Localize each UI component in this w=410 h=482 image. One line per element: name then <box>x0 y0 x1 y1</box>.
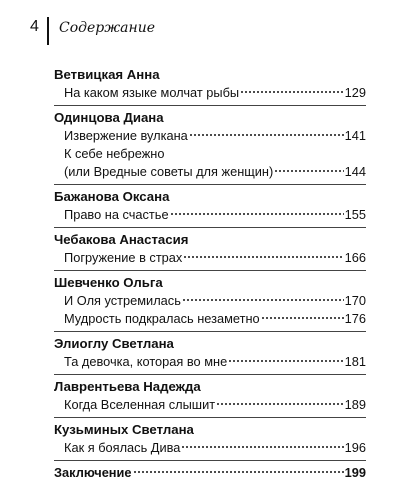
toc-entry-title: Извержение вулкана <box>64 128 188 143</box>
toc-entry[interactable] <box>54 206 366 224</box>
page-header <box>0 0 410 50</box>
toc-author: Лаврентьева Надежда <box>54 379 201 394</box>
toc-entry[interactable] <box>54 84 366 102</box>
toc-author: Кузьминых Светлана <box>54 422 194 437</box>
dot-leader <box>240 90 344 94</box>
toc-entry-title: Как я боялась Дива <box>64 440 181 455</box>
toc-entry[interactable] <box>54 396 366 414</box>
toc-entry-page: 176 <box>344 311 366 326</box>
section-divider <box>54 270 366 271</box>
dot-leader <box>170 212 344 216</box>
toc-entry[interactable] <box>54 310 366 328</box>
header-divider <box>47 17 49 45</box>
toc-entry-page: 144 <box>344 164 366 179</box>
section-divider <box>54 184 366 185</box>
toc-entry-title: Право на счастье <box>64 207 169 222</box>
dot-leader <box>261 316 344 320</box>
toc-entry-title: Та девочка, которая во мне <box>64 354 228 369</box>
toc-author: Ветвицкая Анна <box>54 67 160 82</box>
toc-entry-title: К себе небрежно <box>64 146 165 161</box>
dot-leader <box>182 298 344 302</box>
dot-leader <box>183 255 343 259</box>
toc-author: Бажанова Оксана <box>54 189 170 204</box>
dot-leader <box>274 169 343 173</box>
toc-conclusion[interactable] <box>54 464 366 482</box>
section-divider <box>54 374 366 375</box>
toc-entry-title: Когда Вселенная слышит <box>64 397 216 412</box>
toc-entry-page: 141 <box>344 128 366 143</box>
toc-entry-page: 189 <box>344 397 366 412</box>
toc-entry[interactable] <box>54 249 366 267</box>
dot-leader <box>216 402 344 406</box>
toc-entry[interactable] <box>54 127 366 145</box>
toc-entry-page: 181 <box>344 354 366 369</box>
section-divider <box>54 227 366 228</box>
toc-entry-title: Мудрость подкралась незаметно <box>64 311 260 326</box>
section-divider <box>54 417 366 418</box>
section-divider <box>54 460 366 461</box>
toc-author: Шевченко Ольга <box>54 275 163 290</box>
dot-leader <box>189 133 344 137</box>
section-divider <box>54 105 366 106</box>
section-divider <box>54 331 366 332</box>
toc-author: Чебакова Анастасия <box>54 232 189 247</box>
toc-entry-title: И Оля устремилась <box>64 293 181 308</box>
dot-leader <box>133 470 344 474</box>
toc-entry-page: 196 <box>344 440 366 455</box>
toc-entry[interactable] <box>54 439 366 457</box>
toc-entry[interactable] <box>54 353 366 371</box>
toc-author: Одинцова Диана <box>54 110 164 125</box>
toc-entry-title: На каком языке молчат рыбы <box>64 85 240 100</box>
toc-entry-page: 199 <box>344 465 366 480</box>
toc-entry-continued[interactable] <box>54 145 366 163</box>
dot-leader <box>228 359 343 363</box>
toc-entry-page: 170 <box>344 293 366 308</box>
page-number: 4 <box>30 18 39 35</box>
table-of-contents <box>54 66 366 482</box>
toc-entry-page: 155 <box>344 207 366 222</box>
toc-author: Элиоглу Светлана <box>54 336 174 351</box>
toc-entry-title: Заключение <box>54 465 132 480</box>
toc-entry-title: (или Вредные советы для женщин) <box>64 164 274 179</box>
toc-entry-page: 166 <box>344 250 366 265</box>
toc-entry[interactable] <box>54 292 366 310</box>
running-title: Содержание <box>59 20 156 36</box>
toc-entry-page: 129 <box>344 85 366 100</box>
toc-entry-title: Погружение в страх <box>64 250 183 265</box>
toc-entry[interactable] <box>54 163 366 181</box>
